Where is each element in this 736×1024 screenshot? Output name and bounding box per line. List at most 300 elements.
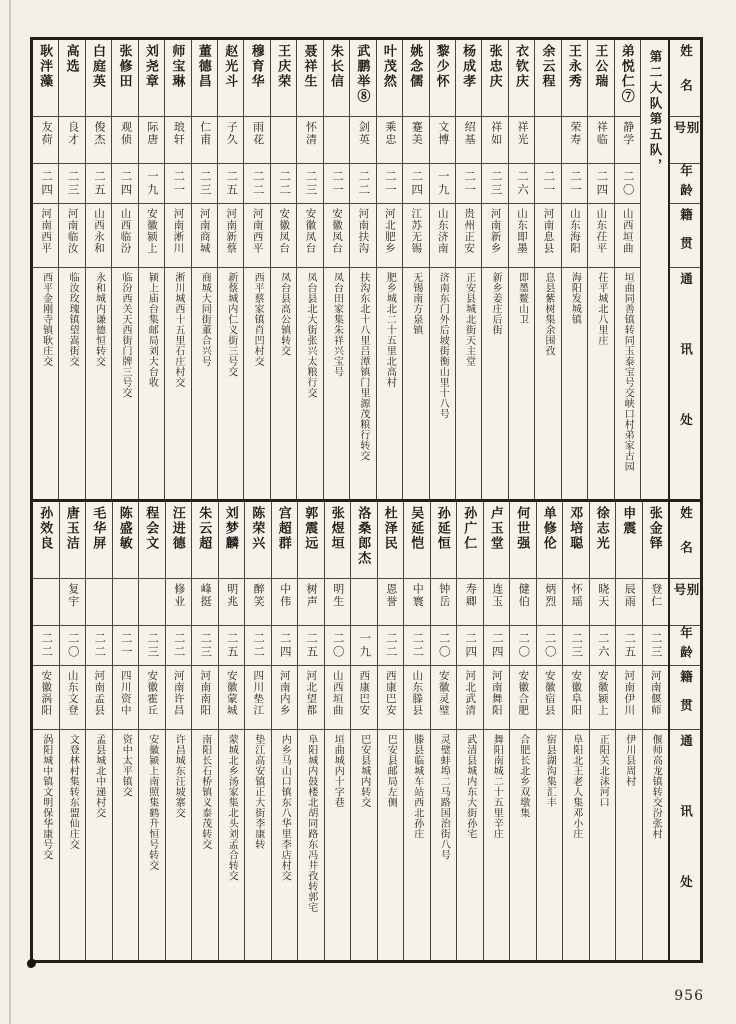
name-cell	[456, 40, 481, 116]
address-cell	[192, 267, 217, 499]
alias-cell	[86, 116, 111, 163]
row-header-alias-text: 别号	[672, 582, 699, 604]
address-text: 颍上庙台集邮局刘大台收	[146, 272, 158, 388]
alias-cell	[165, 116, 190, 163]
name-text: 王庆荣	[276, 44, 292, 89]
age-text: 二二	[172, 631, 185, 659]
age-text: 二三	[146, 631, 159, 659]
name-cell	[351, 502, 377, 578]
native-cell	[192, 665, 218, 729]
age-text: 二一	[172, 170, 185, 197]
row-header-age-text: 年龄	[678, 625, 693, 665]
roster-band-top	[33, 40, 700, 502]
age-text: 二五	[225, 631, 238, 659]
name-text: 程会文	[144, 505, 160, 551]
native-text: 河北望都	[305, 669, 317, 716]
entry-column	[456, 502, 483, 961]
name-text: 申震	[621, 505, 637, 536]
address-cell	[139, 729, 165, 961]
address-cell	[33, 729, 59, 961]
age-text: 二一	[463, 170, 476, 197]
age-cell	[297, 163, 322, 203]
age-cell	[537, 625, 563, 665]
age-text: 二六	[596, 631, 609, 659]
address-cell	[166, 729, 192, 961]
alias-text: 连玉	[490, 582, 503, 608]
age-text: 二〇	[543, 631, 556, 659]
entry-column	[349, 40, 375, 499]
native-cell	[325, 665, 351, 729]
entry-column	[402, 40, 428, 499]
native-cell	[165, 203, 190, 267]
row-header-native-text: 籍贯	[678, 208, 693, 265]
address-text: 济南东门外后坡街衡山里十八号	[437, 272, 449, 419]
row-header-alias	[670, 578, 700, 625]
entry-column	[191, 502, 218, 961]
name-text: 郭震远	[303, 505, 319, 551]
name-cell	[430, 40, 455, 116]
alias-text: 明兆	[225, 582, 238, 608]
address-text: 合肥长北乡双墩集	[517, 733, 529, 818]
native-text: 河南息县	[542, 208, 554, 254]
name-text: 白庭英	[91, 44, 107, 89]
age-cell	[562, 163, 587, 203]
alias-text: 复宇	[66, 582, 79, 608]
address-cell	[562, 267, 587, 499]
name-cell	[139, 502, 165, 578]
age-cell	[33, 625, 59, 665]
entry-column	[244, 502, 271, 961]
address-text: 茌平城北八里庄	[595, 272, 607, 346]
address-text: 凤台田家集朱祥兴宝号	[331, 272, 343, 377]
native-text: 山东茌平	[595, 208, 607, 254]
entry-column	[615, 502, 642, 961]
native-text: 山东海阳	[568, 208, 580, 254]
address-text: 舞阳南城二十五里辛庄	[491, 733, 503, 839]
age-text: 二三	[198, 170, 211, 197]
address-text: 阜阳城内鼓楼北胡同路东冯井孜转郭宅	[305, 733, 317, 912]
native-text: 安徽合肥	[517, 669, 529, 716]
alias-text: 友荷	[40, 121, 53, 146]
alias-cell	[272, 578, 298, 625]
address-cell	[86, 267, 111, 499]
age-cell	[86, 625, 112, 665]
entry-column	[112, 502, 139, 961]
native-cell	[509, 203, 534, 267]
native-text: 安徽凤台	[278, 208, 290, 254]
name-text: 张忠庆	[487, 44, 503, 89]
name-text: 余云程	[540, 44, 556, 89]
alias-cell	[324, 116, 349, 163]
age-text: 二二	[278, 170, 291, 197]
age-text: 二〇	[517, 631, 530, 659]
native-cell	[431, 665, 457, 729]
entry-column	[509, 502, 536, 961]
name-text: 王公瑞	[593, 44, 609, 89]
address-text: 息县紫树集余围孜	[542, 272, 554, 356]
name-cell	[112, 40, 137, 116]
alias-cell	[113, 578, 139, 625]
row-header-age	[670, 625, 700, 665]
alias-cell	[535, 116, 560, 163]
row-header-name	[670, 40, 700, 116]
address-text: 商城大同街董合兴号	[199, 272, 211, 367]
name-cell	[484, 502, 510, 578]
address-text: 伊川县周村	[623, 733, 635, 786]
name-text: 单修伦	[541, 505, 557, 551]
age-text: 二一	[542, 170, 555, 197]
alias-text: 祥临	[595, 121, 608, 146]
address-cell	[431, 729, 457, 961]
entry-column	[85, 40, 111, 499]
alias-cell	[351, 578, 377, 625]
age-cell	[588, 163, 613, 203]
name-cell	[325, 502, 351, 578]
name-cell	[245, 502, 271, 578]
age-cell	[404, 625, 430, 665]
address-cell	[563, 729, 589, 961]
name-cell	[271, 40, 296, 116]
native-text: 安徽颍上	[596, 669, 608, 716]
age-text: 二〇	[621, 170, 634, 197]
row-header-address	[670, 729, 700, 961]
name-cell	[33, 40, 58, 116]
native-cell	[33, 203, 58, 267]
age-cell	[271, 163, 296, 203]
age-cell	[616, 625, 642, 665]
roster-table	[30, 37, 703, 963]
address-cell	[297, 267, 322, 499]
age-cell	[244, 163, 269, 203]
native-text: 江苏无锡	[410, 208, 422, 254]
native-text: 安徽阜阳	[570, 669, 582, 716]
address-cell	[509, 267, 534, 499]
alias-cell	[616, 578, 642, 625]
address-cell	[482, 267, 507, 499]
name-text: 师宝琳	[170, 44, 186, 89]
name-cell	[350, 40, 375, 116]
alias-text: 乘忠	[383, 121, 396, 146]
name-text: 陈盛敏	[117, 505, 133, 551]
entry-column	[243, 40, 269, 499]
native-cell	[482, 203, 507, 267]
page-number: 956	[674, 988, 704, 1004]
name-text: 陈荣兴	[250, 505, 266, 551]
age-cell	[192, 163, 217, 203]
age-text: 二一	[119, 631, 132, 659]
entry-column	[323, 40, 349, 499]
section-label: 第二大队第五队，	[648, 50, 662, 174]
alias-text: 际唐	[145, 121, 158, 146]
alias-text: 剑英	[357, 121, 370, 146]
entry-column	[508, 40, 534, 499]
name-text: 王永秀	[566, 44, 582, 89]
age-text: 二一	[568, 170, 581, 197]
alias-text: 中伟	[278, 582, 291, 608]
name-cell	[643, 502, 669, 578]
age-cell	[272, 625, 298, 665]
name-cell	[404, 502, 430, 578]
native-cell	[244, 203, 269, 267]
native-cell	[86, 665, 112, 729]
native-cell	[404, 665, 430, 729]
age-text: 二四	[464, 631, 477, 659]
native-text: 四川资中	[119, 669, 131, 716]
alias-text: 子久	[225, 121, 238, 146]
alias-cell	[112, 116, 137, 163]
name-cell	[482, 40, 507, 116]
name-cell	[457, 502, 483, 578]
alias-cell	[60, 578, 86, 625]
name-text: 高选	[64, 44, 80, 74]
native-text: 河北肥乡	[383, 208, 395, 254]
name-text: 吴延恺	[409, 505, 425, 551]
address-cell	[60, 729, 86, 961]
name-cell	[377, 40, 402, 116]
address-text: 安徽颍上南照集鹤升恒号转交	[146, 733, 158, 870]
alias-text: 钟岳	[437, 582, 450, 608]
address-cell	[271, 267, 296, 499]
section-label-cell	[641, 40, 668, 499]
alias-text: 文博	[436, 121, 449, 146]
address-cell	[643, 729, 669, 961]
age-cell	[165, 163, 190, 203]
row-header-native	[670, 203, 700, 267]
age-text: 二二	[357, 170, 370, 197]
native-text: 安徽凤台	[330, 208, 342, 254]
address-cell	[350, 267, 375, 499]
address-cell	[139, 267, 164, 499]
row-header-column	[668, 40, 700, 499]
entry-column	[483, 502, 510, 961]
entry-column	[111, 40, 137, 499]
age-text: 二三	[199, 631, 212, 659]
native-cell	[297, 203, 322, 267]
name-text: 毛华屏	[91, 505, 107, 551]
native-text: 河南许昌	[172, 669, 184, 716]
native-cell	[245, 665, 271, 729]
name-text: 黎少怀	[434, 44, 450, 89]
address-cell	[537, 729, 563, 961]
age-text: 二〇	[331, 631, 344, 659]
alias-cell	[590, 578, 616, 625]
alias-cell	[33, 578, 59, 625]
alias-cell	[325, 578, 351, 625]
name-cell	[165, 40, 190, 116]
native-cell	[166, 665, 192, 729]
address-text: 凤台县高公镇转交	[278, 272, 290, 356]
alias-cell	[482, 116, 507, 163]
native-cell	[510, 665, 536, 729]
alias-text: 仁甫	[198, 121, 211, 146]
age-text: 二五	[623, 631, 636, 659]
name-text: 邓培聪	[568, 505, 584, 551]
address-cell	[219, 729, 245, 961]
age-cell	[139, 625, 165, 665]
alias-text: 荣寿	[568, 121, 581, 146]
entry-column	[377, 502, 404, 961]
native-text: 河南舞阳	[490, 669, 502, 716]
entry-column	[218, 502, 245, 961]
alias-cell	[484, 578, 510, 625]
native-cell	[535, 203, 560, 267]
name-text: 聂祥生	[302, 44, 318, 89]
age-text: 二三	[489, 170, 502, 197]
native-text: 河南淅川	[172, 208, 184, 254]
address-text: 即墨鳌山卫	[516, 272, 528, 325]
alias-cell	[192, 578, 218, 625]
native-text: 安徽霍丘	[146, 669, 158, 716]
native-text: 山东济南	[436, 208, 448, 254]
name-cell	[403, 40, 428, 116]
name-text: 张金铎	[647, 505, 663, 551]
age-cell	[563, 625, 589, 665]
native-cell	[403, 203, 428, 267]
address-text: 临汝玫瑰镇望嵩街交	[67, 272, 79, 367]
native-text: 安徽宿县	[543, 669, 555, 716]
native-cell	[562, 203, 587, 267]
address-text: 巴安县邮局左侧	[385, 733, 397, 807]
address-cell	[377, 267, 402, 499]
name-cell	[60, 502, 86, 578]
native-text: 四川垫江	[252, 669, 264, 716]
alias-text: 辰雨	[623, 582, 636, 608]
entry-column	[481, 40, 507, 499]
age-text: 二〇	[66, 631, 79, 659]
alias-cell	[562, 116, 587, 163]
alias-cell	[431, 578, 457, 625]
address-cell	[33, 267, 58, 499]
alias-cell	[33, 116, 58, 163]
age-cell	[403, 163, 428, 203]
age-cell	[298, 625, 324, 665]
age-cell	[33, 163, 58, 203]
entry-column	[536, 502, 563, 961]
name-text: 孙延恒	[435, 505, 451, 551]
entry-column	[191, 40, 217, 499]
address-cell	[403, 267, 428, 499]
age-cell	[351, 625, 377, 665]
alias-cell	[456, 116, 481, 163]
alias-cell	[509, 116, 534, 163]
native-text: 安徽颍上	[145, 208, 157, 254]
age-cell	[643, 625, 669, 665]
age-cell	[218, 163, 243, 203]
address-text: 南阳长石桥镇义泰茂转交	[199, 733, 211, 849]
address-cell	[351, 729, 377, 961]
name-cell	[616, 502, 642, 578]
row-header-name	[670, 502, 700, 578]
name-text: 刘梦麟	[223, 505, 239, 551]
entry-column	[403, 502, 430, 961]
age-text: 二四	[410, 170, 423, 197]
age-cell	[139, 163, 164, 203]
alias-cell	[59, 116, 84, 163]
entry-column	[455, 40, 481, 499]
name-text: 弟悦仁⑦	[619, 44, 635, 104]
native-cell	[271, 203, 296, 267]
row-header-alias	[670, 116, 700, 163]
address-cell	[324, 267, 349, 499]
native-cell	[33, 665, 59, 729]
native-cell	[60, 665, 86, 729]
alias-text: 恩誉	[384, 582, 397, 608]
alias-cell	[245, 578, 271, 625]
name-cell	[192, 502, 218, 578]
alias-cell	[192, 116, 217, 163]
entry-column	[429, 40, 455, 499]
native-text: 河南商城	[198, 208, 210, 254]
alias-cell	[298, 578, 324, 625]
name-cell	[166, 502, 192, 578]
name-text: 卢玉堂	[488, 505, 504, 551]
age-cell	[378, 625, 404, 665]
alias-text: 绍基	[463, 121, 476, 146]
native-cell	[537, 665, 563, 729]
address-cell	[535, 267, 560, 499]
native-cell	[219, 665, 245, 729]
alias-cell	[403, 116, 428, 163]
name-text: 衣钦庆	[514, 44, 530, 89]
native-text: 河南孟县	[93, 669, 105, 716]
native-cell	[430, 203, 455, 267]
native-cell	[86, 203, 111, 267]
row-header-age-text: 年龄	[678, 164, 693, 203]
alias-text: 俊杰	[93, 121, 106, 146]
alias-text: 晓天	[596, 582, 609, 608]
name-cell	[535, 40, 560, 116]
alias-cell	[244, 116, 269, 163]
alias-cell	[378, 578, 404, 625]
name-cell	[509, 40, 534, 116]
native-text: 河南内乡	[278, 669, 290, 716]
address-text: 淅川城西十五里石庄村交	[172, 272, 184, 388]
native-text: 河南新蔡	[225, 208, 237, 254]
address-cell	[457, 729, 483, 961]
address-cell	[325, 729, 351, 961]
age-cell	[482, 163, 507, 203]
alias-text: 明生	[331, 582, 344, 608]
address-cell	[378, 729, 404, 961]
alias-text: 静学	[621, 121, 634, 146]
alias-cell	[219, 578, 245, 625]
age-text: 二五	[305, 631, 318, 659]
age-cell	[60, 625, 86, 665]
native-text: 山东即墨	[516, 208, 528, 254]
entry-column	[85, 502, 112, 961]
age-cell	[324, 163, 349, 203]
name-cell	[86, 40, 111, 116]
address-cell	[484, 729, 510, 961]
address-cell	[165, 267, 190, 499]
address-text: 涡阳城中镇文明保华康号交	[40, 733, 52, 860]
age-cell	[377, 163, 402, 203]
address-cell	[404, 729, 430, 961]
age-cell	[457, 625, 483, 665]
entry-column	[164, 40, 190, 499]
name-text: 宫超群	[276, 505, 292, 551]
native-text: 山西临汾	[119, 208, 131, 254]
address-cell	[430, 267, 455, 499]
native-cell	[484, 665, 510, 729]
row-header-native-text: 籍贯	[678, 669, 693, 727]
alias-cell	[430, 116, 455, 163]
entry-column	[350, 502, 377, 961]
address-text: 许昌城东汪坡寨交	[173, 733, 185, 818]
name-text: 何世强	[515, 505, 531, 551]
address-text: 巴安县城内转交	[358, 733, 370, 807]
address-cell	[218, 267, 243, 499]
